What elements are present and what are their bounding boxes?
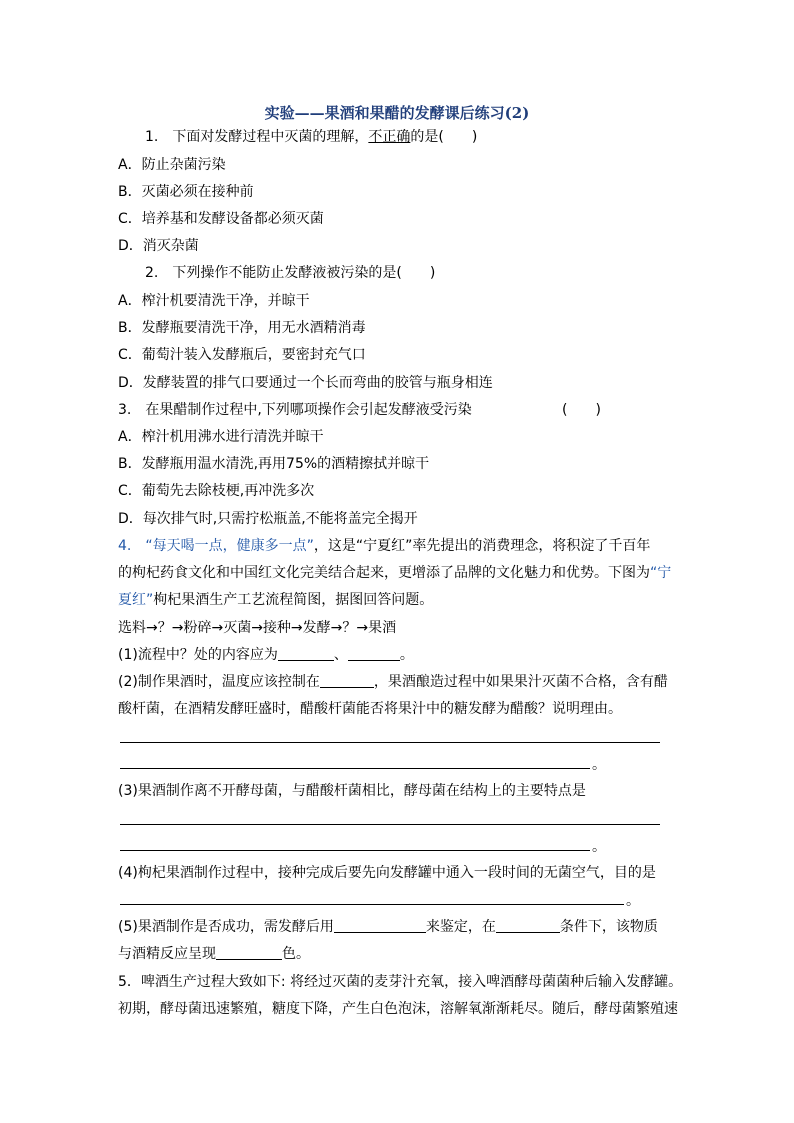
q4-s2-answer-line-2[interactable] — [120, 768, 590, 769]
q3-option-c: C．葡萄先去除枝梗,再冲洗多次 — [118, 483, 315, 499]
q2-option-c: C．葡萄汁装入发酵瓶后，要密封充气口 — [118, 347, 366, 363]
q4-s1-blank-1[interactable] — [278, 646, 334, 661]
q2-option-b: B．发酵瓶要清洗干净，用无水酒精消毒 — [118, 320, 366, 336]
q4-sub-2-line-1 — [118, 672, 668, 692]
q4-paragraph-line-2 — [118, 563, 671, 583]
q2-option-d: D．发酵装置的排气口要通过一个长而弯曲的胶管与瓶身相连 — [118, 375, 493, 391]
q4-s4-answer-line[interactable] — [120, 904, 624, 905]
q3-answer-paren: ( ) — [562, 402, 601, 418]
q4-paragraph-line-3 — [118, 590, 433, 610]
q4-brand-close: 夏红” — [118, 592, 154, 608]
question-1-stem — [145, 127, 477, 147]
q4-s2-blank[interactable] — [320, 673, 374, 688]
q5-line-2: 初期，酵母菌迅速繁殖，糖度下降，产生白色泡沫，溶解氧渐渐耗尽。随后，酵母菌繁殖速 — [118, 1001, 678, 1017]
q5-line-1: 5．啤酒生产过程大致如下: 将经过灭菌的麦芽汁充氧，接入啤酒酵母菌菌种后输入发酵罐。 — [118, 974, 683, 990]
q4-s5-text-b: 来鉴定，在 — [425, 919, 496, 935]
q4-s3-end-mark: 。 — [592, 839, 606, 855]
q4-s5-blank-condition[interactable] — [496, 918, 560, 933]
q4-slogan: “每天喝一点，健康多一点” — [145, 538, 314, 554]
q1-option-c: C．培养基和发酵设备都必须灭菌 — [118, 211, 324, 227]
page-title: 实验——果酒和果醋的发酵课后练习(2) — [264, 104, 530, 122]
q4-s5-text-d: 与酒精反应呈现 — [118, 946, 216, 962]
q4-s5-text-e: 色。 — [282, 946, 310, 962]
q4-sub-5-line-1 — [118, 917, 658, 937]
q4-sub-3: (3)果酒制作离不开酵母菌，与醋酸杆菌相比，酵母菌在结构上的主要特点是 — [118, 783, 586, 799]
q4-line3-rest: 枸杞果酒生产工艺流程简图，据图回答问题。 — [153, 592, 434, 608]
q1-stem-underlined: 不正确 — [368, 129, 411, 145]
q3-option-a: A．榨汁机用沸水进行清洗并晾干 — [118, 429, 324, 445]
q4-sub-2-line-2: 酸杆菌，在酒精发酵旺盛时，醋酸杆菌能否将果汁中的糖发酵为醋酸？说明理由。 — [118, 701, 622, 717]
q4-s5-text-a: (5)果酒制作是否成功，需发酵后用 — [118, 919, 334, 935]
q4-s1-text: (1)流程中？处的内容应为 — [118, 647, 278, 663]
q3-option-b: B．发酵瓶用温水清洗,再用75%的酒精擦拭并晾干 — [118, 456, 430, 472]
q4-line2-text: 的枸杞药食文化和中国红文化完美结合起来，更增添了品牌的文化魅力和优势。下图为 — [118, 565, 650, 581]
q1-stem-part-a: 1. 下面对发酵过程中灭菌的理解， — [145, 129, 369, 145]
q4-s5-text-c: 条件下，该物质 — [559, 919, 658, 935]
question-3-stem: 3. 在果醋制作过程中,下列哪项操作会引起发酵液受污染 — [118, 402, 472, 418]
q4-s5-blank-reagent[interactable] — [334, 918, 426, 933]
q1-option-b: B．灭菌必须在接种前 — [118, 184, 254, 200]
q4-number: 4. — [118, 538, 132, 554]
q4-s1-blank-2[interactable] — [348, 646, 400, 661]
q1-option-d: D．消灭杂菌 — [118, 238, 199, 254]
q4-sub-5-line-2 — [118, 944, 310, 964]
q1-stem-part-b: 的是( ) — [410, 129, 478, 145]
q4-paragraph-line-1 — [118, 536, 650, 556]
q4-s2-text-b: ，果酒酿造过程中如果果汁灭菌不合格，含有醋 — [373, 674, 668, 690]
q4-brand-open: “宁 — [650, 565, 672, 581]
q4-s3-answer-line-2[interactable] — [120, 850, 590, 851]
q4-s2-answer-line-1[interactable] — [120, 742, 660, 743]
q4-sub-4: (4)枸杞果酒制作过程中，接种完成后要先向发酵罐中通入一段时间的无菌空气，目的是 — [118, 865, 656, 881]
q4-process-flow: 选料→？→粉碎→灭菌→接种→发酵→？→果酒 — [118, 620, 397, 636]
q4-s2-end-mark: 。 — [592, 757, 606, 773]
q1-option-a: A．防止杂菌污染 — [118, 157, 226, 173]
q4-s5-blank-color[interactable] — [216, 945, 282, 960]
q4-s4-end-mark: 。 — [626, 893, 640, 909]
q4-s1-sep: 、 — [333, 647, 348, 663]
q4-sub-1 — [118, 645, 414, 665]
q2-option-a: A．榨汁机要清洗干净，并晾干 — [118, 293, 310, 309]
q4-s2-text-a: (2)制作果酒时，温度应该控制在 — [118, 674, 320, 690]
q4-s3-answer-line-1[interactable] — [120, 824, 660, 825]
q4-s1-end: 。 — [399, 647, 414, 663]
q4-line1-rest: ，这是“宁夏红”率先提出的消费理念，将积淀了千百年 — [313, 538, 651, 554]
question-2-stem: 2. 下列操作不能防止发酵液被污染的是( ) — [145, 265, 436, 281]
q3-option-d: D．每次排气时,只需拧松瓶盖,不能将盖完全揭开 — [118, 511, 418, 527]
